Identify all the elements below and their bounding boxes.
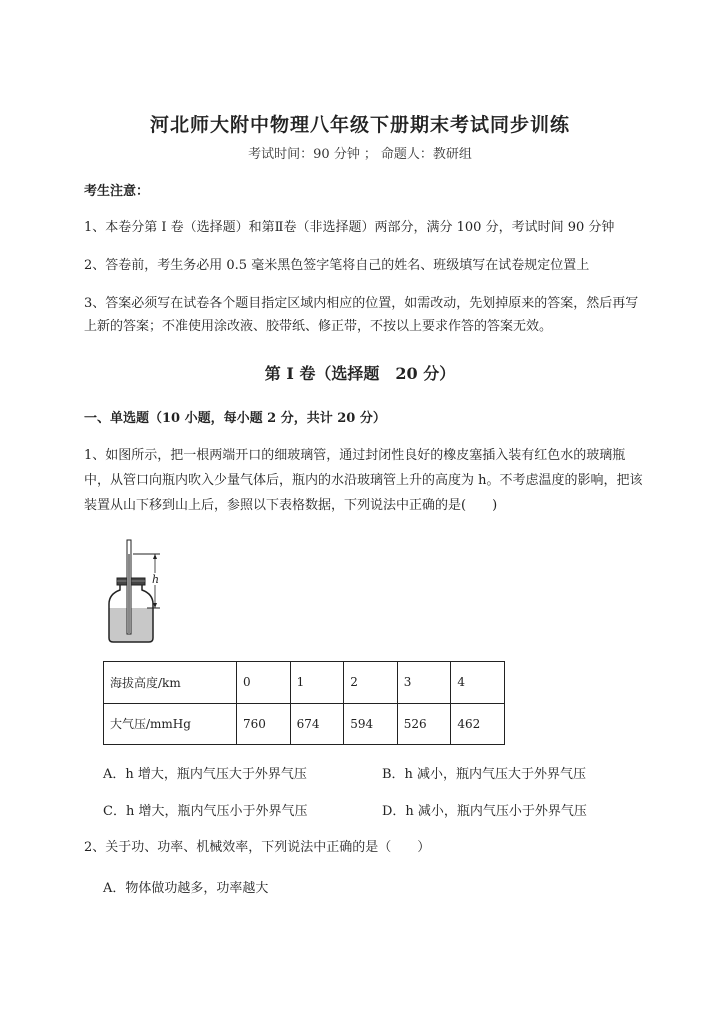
- question-2-option-a: A．物体做功越多，功率越大: [103, 881, 269, 896]
- table-cell: 4: [451, 662, 505, 704]
- table-cell: 674: [290, 703, 344, 745]
- question-1-stem: 1、如图所示，把一根两端开口的细玻璃管，通过封闭性良好的橡皮塞插入装有红色水的玻璃瓶中，从管口向瓶内吹入少量气体后，瓶内的水沿玻璃管上升的高度为 h。不考虑温度的影响，把该装置从山下移到山上后，参照以下表格数据，下列说法中正确的是( ): [84, 448, 643, 513]
- table-cell: 462: [451, 703, 505, 745]
- altitude-pressure-table: [103, 661, 505, 745]
- h-label: h: [152, 573, 160, 586]
- question-1-option-c: C．h 增大，瓶内气压小于外界气压: [103, 804, 308, 819]
- table-cell: 0: [237, 662, 291, 704]
- question-1-option-d: D．h 减小，瓶内气压小于外界气压: [382, 804, 587, 819]
- table-row: [104, 662, 505, 704]
- bottle-figure: [100, 538, 180, 648]
- notice-heading: 考生注意：: [84, 184, 150, 199]
- tube-liquid-column: [128, 554, 130, 634]
- section-title: 第 I 卷（选择题 20 分）: [264, 364, 456, 383]
- table-row-label-pressure: 大气压/mmHg: [104, 703, 237, 745]
- part-heading: 一、单选题（10 小题，每小题 2 分，共计 20 分）: [84, 411, 386, 426]
- h-arrow-up: [153, 554, 157, 559]
- question-2-stem: 2、关于功、功率、机械效率，下列说法中正确的是（ ）: [84, 840, 431, 855]
- table-row-label-altitude: 海拔高度/km: [104, 662, 237, 704]
- exam-subtitle: [0, 143, 720, 162]
- exam-title: 河北师大附中物理八年级下册期末考试同步训练: [149, 114, 570, 136]
- table-cell: 526: [397, 703, 451, 745]
- table-cell: 3: [397, 662, 451, 704]
- notice-item-3: 3、答案必须写在试卷各个题目指定区域内相应的位置，如需改动，先划掉原来的答案，然后再写上新的答案；不准使用涂改液、胶带纸、修正带，不按以上要求作答的答案无效。: [84, 296, 639, 334]
- notice-item-1: 1、本卷分第 I 卷（选择题）和第Ⅱ卷（非选择题）两部分，满分 100 分，考试时间 90 分钟: [84, 220, 615, 235]
- table-cell: 2: [344, 662, 398, 704]
- table-cell: 1: [290, 662, 344, 704]
- table-cell: 760: [237, 703, 291, 745]
- question-1-option-a: A．h 增大，瓶内气压大于外界气压: [103, 767, 307, 782]
- notice-item-2: 2、答卷前，考生务必用 0.5 毫米黑色签字笔将自己的姓名、班级填写在试卷规定位置上: [84, 258, 590, 273]
- question-1-option-b: B．h 减小，瓶内气压大于外界气压: [382, 767, 587, 782]
- table-row: [104, 703, 505, 745]
- exam-time: 考试时间：90 分钟: [248, 147, 360, 162]
- subtitle-separator: ；: [363, 147, 377, 162]
- table-cell: 594: [344, 703, 398, 745]
- exam-author: 命题人：教研组: [380, 147, 472, 162]
